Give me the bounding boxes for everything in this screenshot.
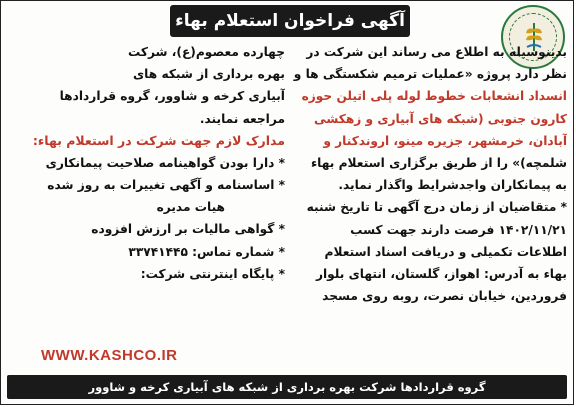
- doc-item: * اساسنامه و آگهی تغییرات به روز شده: [47, 177, 285, 192]
- body-line: کارون جنوبی (شبکه های آبیاری و زهکشی: [314, 111, 567, 126]
- body-line: بدینوسیله به اطلاع می رساند این شرکت در: [306, 45, 567, 59]
- body-line: نظر دارد پروژه «عملیات ترمیم شکستگی ها و: [293, 67, 567, 82]
- doc-item: * دارا بودن گواهینامه صلاحیت پیمانکاری: [45, 155, 285, 170]
- left-column: [7, 41, 285, 285]
- ad-title: آگهی فراخوان استعلام بهاء: [170, 5, 410, 37]
- body-line: اطلاعات تکمیلی و دریافت اسناد استعلام: [324, 244, 567, 259]
- body-line: آبادان، خرمشهر، جزیره مینو، اروندکنار و: [323, 133, 567, 148]
- intro-line: بهره برداری از شبکه های: [133, 67, 285, 82]
- right-column: [289, 41, 567, 307]
- doc-item: هیات مدیره: [156, 200, 225, 215]
- docs-heading: مدارک لازم جهت شرکت در استعلام بهاء:: [32, 132, 285, 148]
- body-line: فروردین، خیابان نصرت، روبه روی مسجد: [322, 289, 567, 304]
- body-line: بهاء به آدرس: اهواز، گلستان، انتهای بلوار: [315, 266, 567, 281]
- body-line: ۱۴۰۲/۱۱/۲۱ فرصت دارند جهت کسب: [350, 222, 567, 237]
- doc-item: * گواهی مالیات بر ارزش افزوده: [91, 222, 285, 237]
- body-line: به پیمانکاران واجدشرایط واگذار نماید.: [338, 178, 567, 193]
- body-line: شلمچه)» را از طریق برگزاری استعلام بهاء: [310, 155, 567, 170]
- intro-line: آبیاری کرخه و شاوور، گروه قراردادها: [59, 89, 285, 104]
- intro-line: چهارده معصوم(ع)، شرکت: [127, 45, 285, 59]
- doc-item: * پایگاه اینترنتی شرکت:: [140, 266, 285, 281]
- body-line: انسداد انشعابات خطوط لوله پلی اتیلن حوزه: [301, 89, 567, 104]
- header: [5, 5, 569, 39]
- doc-item: * شماره تماس: ۳۳۷۴۱۴۴۵: [128, 244, 285, 259]
- footer-bar: گروه قراردادها شرکت بهره برداری از شبکه های آبیاری کرخه و شاوور: [7, 375, 567, 399]
- website-link[interactable]: WWW.KASHCO.IR: [41, 347, 178, 364]
- intro-line: مراجعه نمایند.: [199, 111, 285, 126]
- body-line: * متقاضیان از زمان درج آگهی تا تاریخ شنبه: [306, 200, 567, 215]
